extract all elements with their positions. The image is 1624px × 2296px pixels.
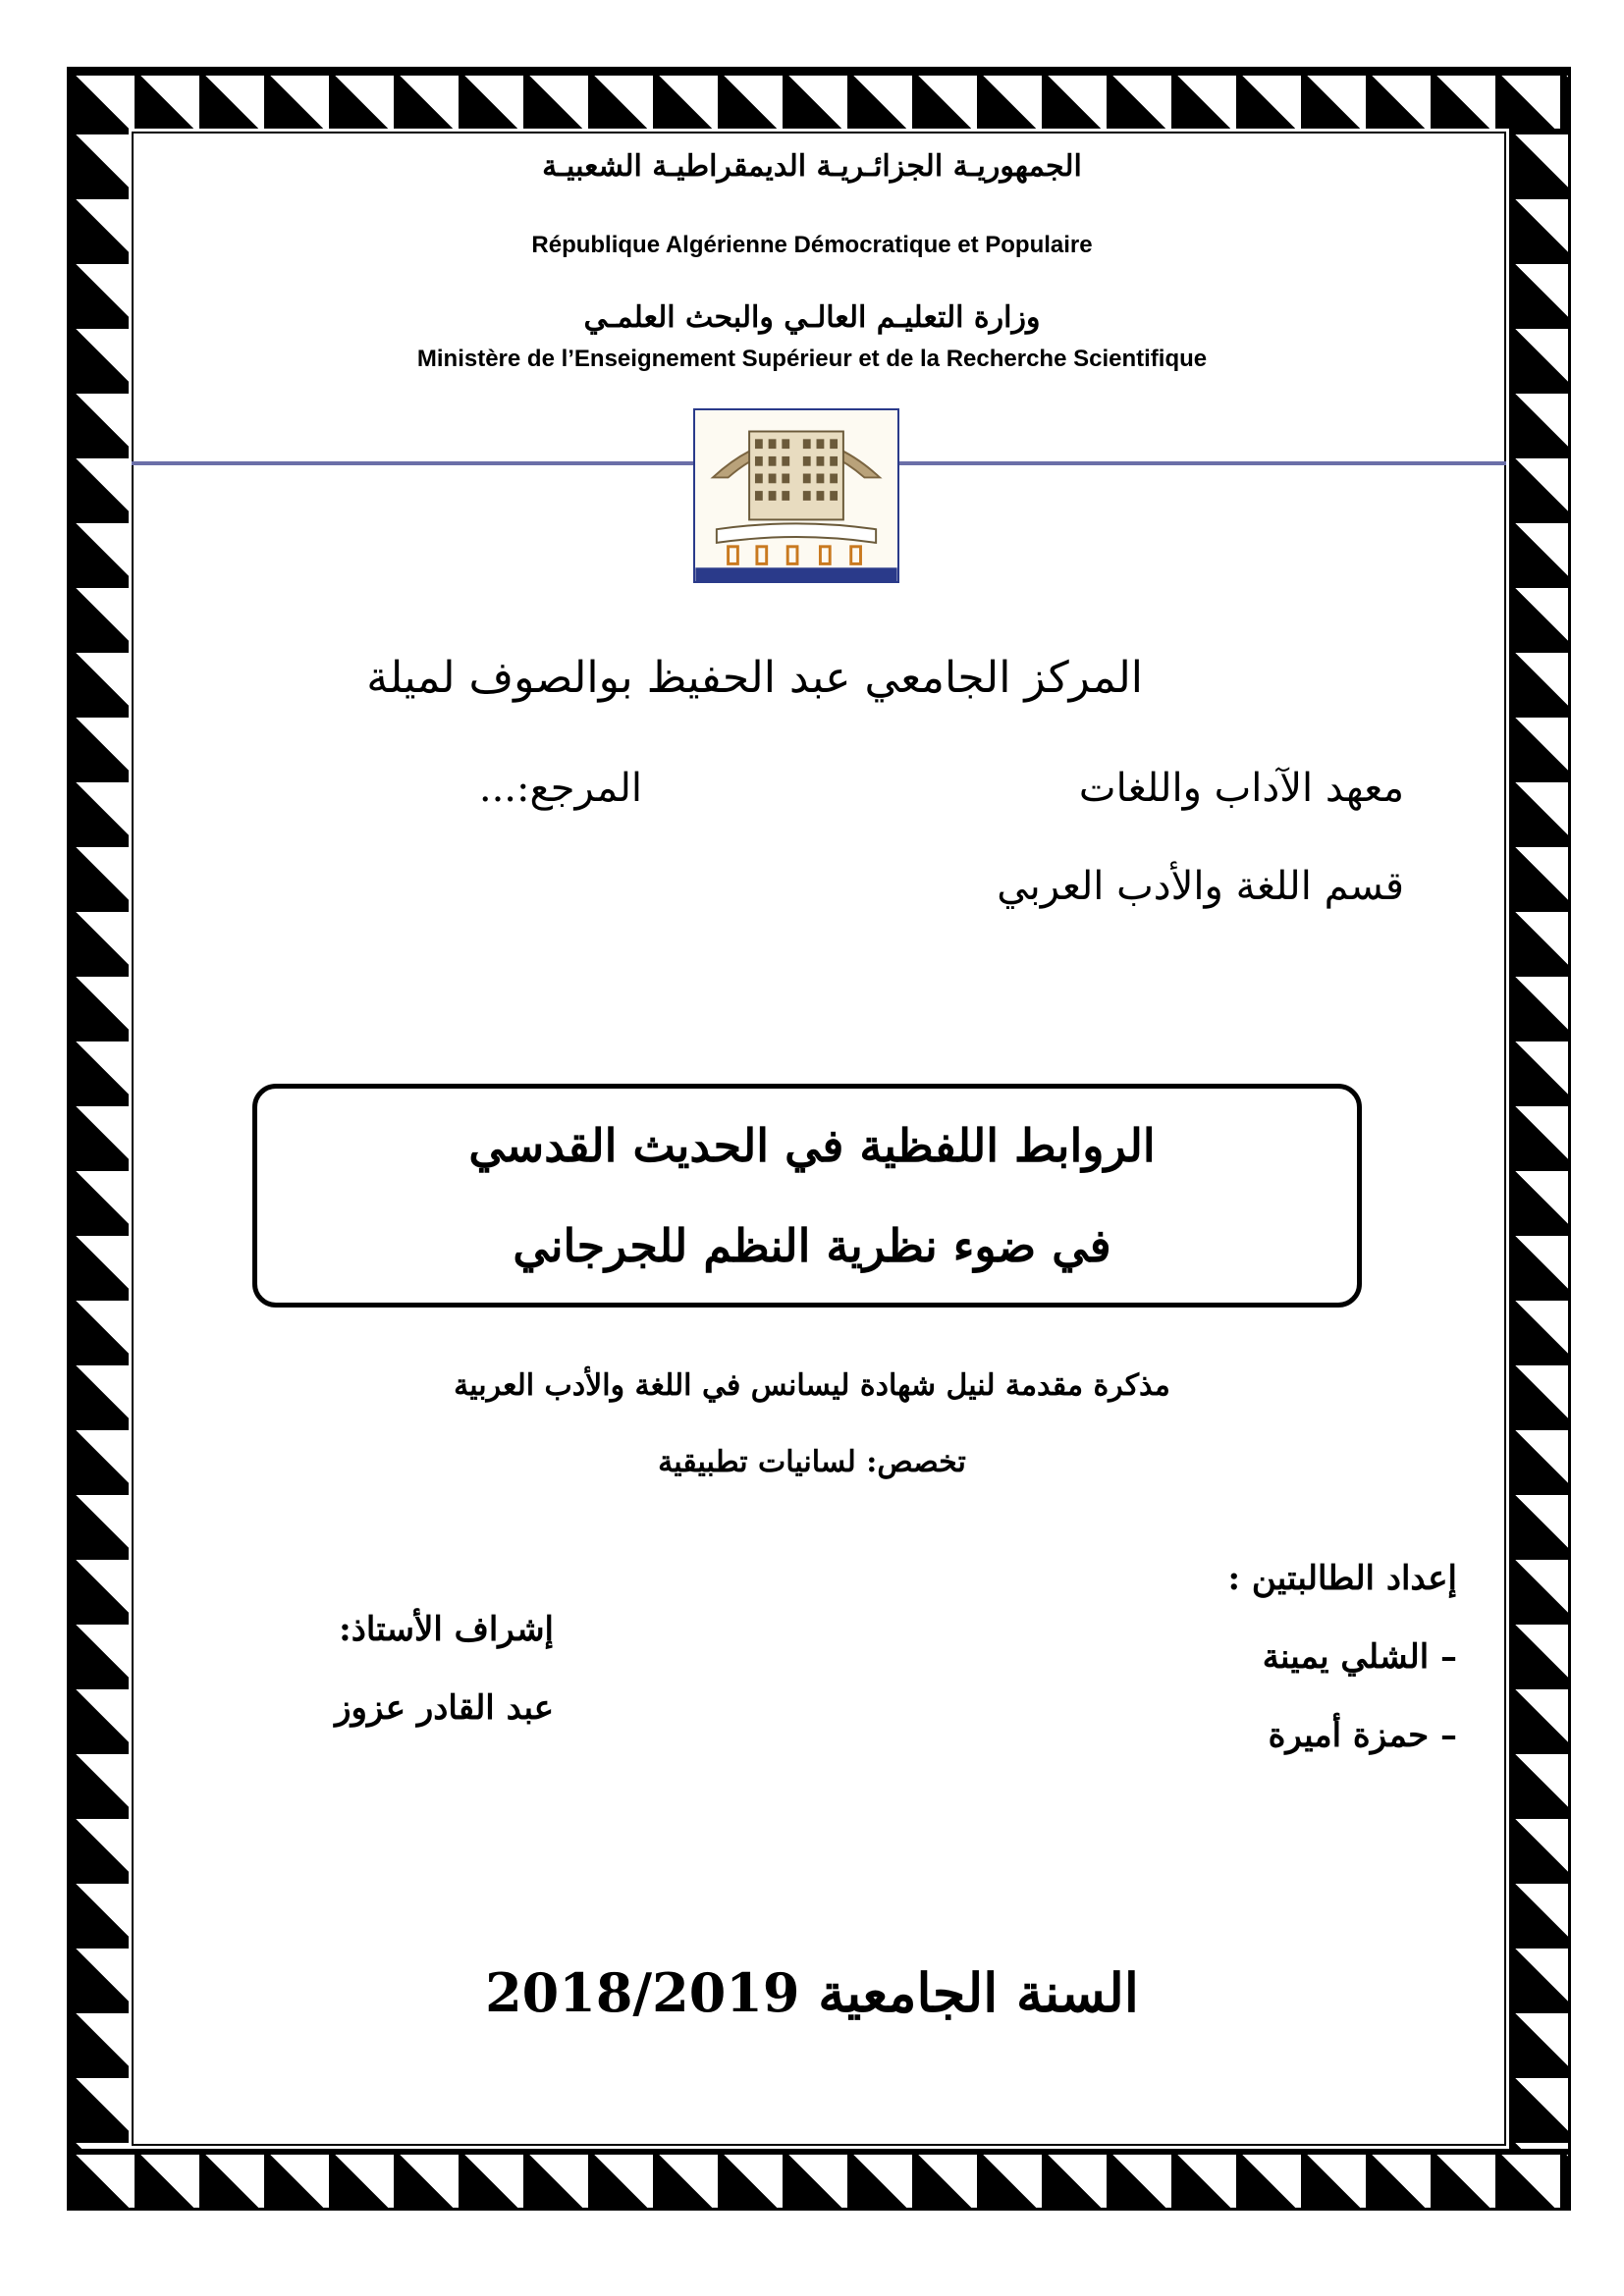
academic-year: السنة الجامعية 2018/2019: [485, 1961, 1139, 2024]
university-center-name: المركز الجامعي عبد الحفيظ بوالصوف لميلة: [366, 653, 1143, 703]
department-name: قسم اللغة والأدب العربي: [997, 864, 1404, 909]
specialty: تخصص: لسانيات تطبيقية: [658, 1445, 966, 1479]
memo-description: مذكرة مقدمة لنيل شهادة ليسانس في اللغة والأدب العربية: [454, 1368, 1170, 1403]
republic-french: République Algérienne Démocratique et Populaire: [531, 232, 1093, 258]
thesis-title-line2: في ضوء نظرية النظم للجرجاني: [513, 1219, 1111, 1272]
university-logo: [693, 408, 899, 583]
supervisor-label: إشراف الأستاذ:: [339, 1610, 554, 1649]
student-name: – الشلي يمينة: [1262, 1637, 1457, 1677]
students-label: إعداد الطالبتين :: [1227, 1559, 1457, 1598]
thesis-title-box: [252, 1084, 1362, 1308]
institute-name: معهد الآداب واللغات: [1078, 766, 1404, 811]
student-name: – حمزة أميرة: [1268, 1716, 1457, 1755]
header-divider-right: [899, 461, 1506, 465]
header-divider-left: [132, 461, 693, 465]
thesis-title-line1: الروابط اللفظية في الحديث القدسي: [468, 1119, 1156, 1172]
border-pattern-top: [70, 70, 1568, 129]
ministry-arabic: وزارة التعليـم العالـي والبحث العلمـي: [583, 300, 1041, 335]
border-pattern-bottom: [70, 2149, 1568, 2208]
reference-label: المرجع:...: [478, 766, 642, 811]
republic-arabic: الجمهوريـة الجزائـريـة الديمقراطيـة الشعبيـة: [542, 149, 1082, 184]
supervisor-name: عبد القادر عزوز: [335, 1688, 554, 1728]
ministry-french: Ministère de l’Enseignement Supérieur et de la Recherche Scientifique: [416, 346, 1208, 372]
